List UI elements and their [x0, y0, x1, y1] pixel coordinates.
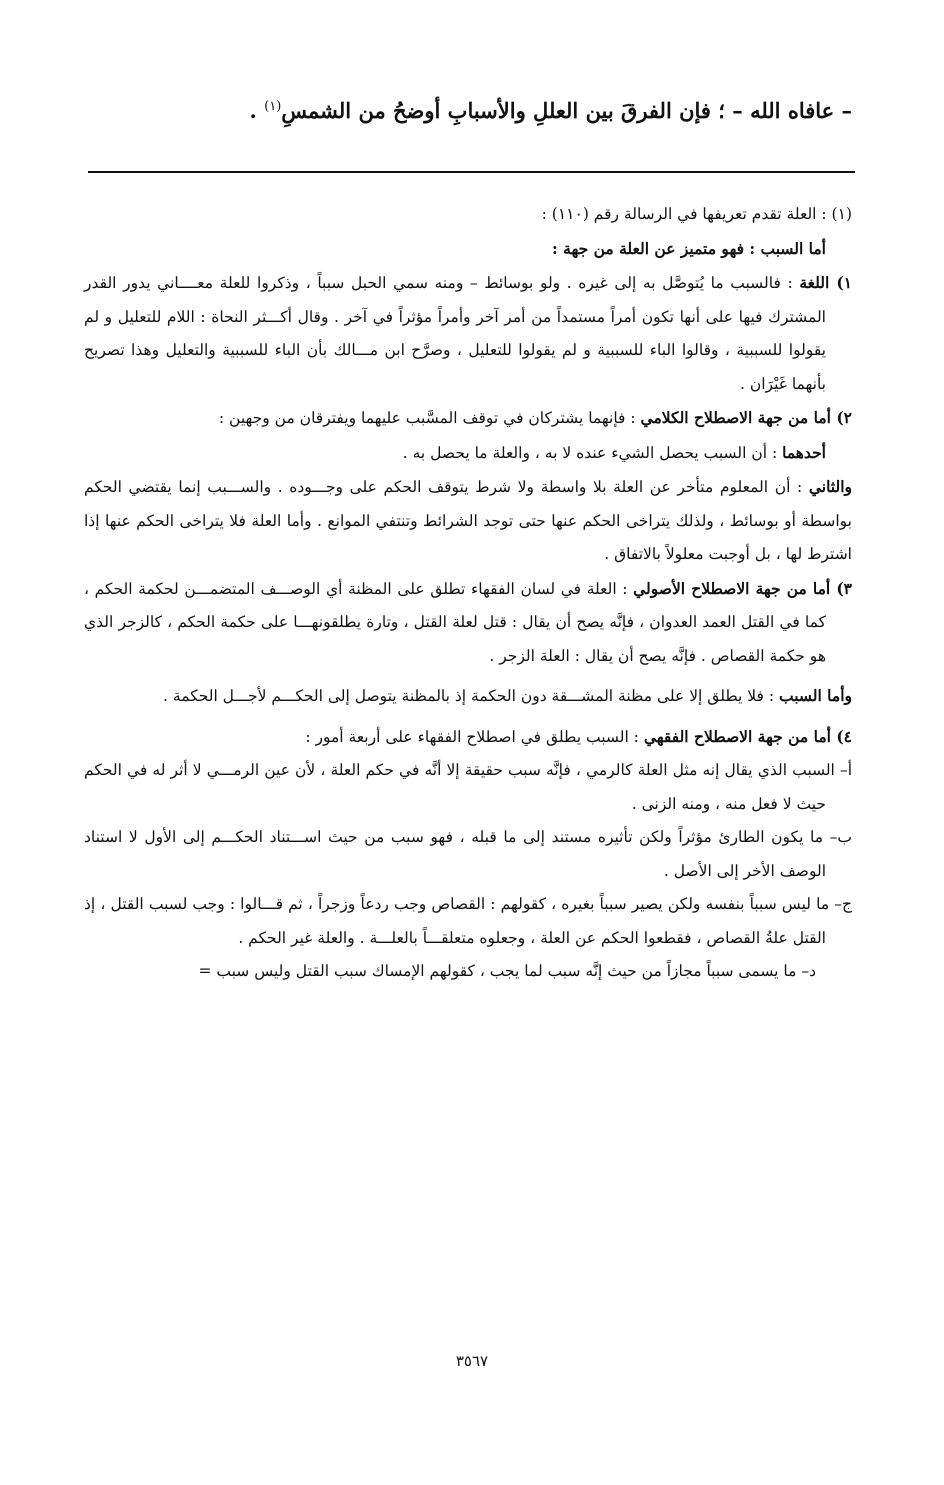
main-text-line	[72, 92, 852, 126]
section-usuli: ٣) أما من جهة الاصطلاح الأصولي : العلة في لسان الفقهاء تطلق على المظنة أي الوصـــف المتضمـــن لحكمة الحكم ، كما في القتل العمد العدوان ، فإنَّه يصح أن يقال : قتل لعلة القتل ، وتارة يطلقونهـــا على حكمة الحكم ، كالزجر الذي هو حكمة القصاص . فإنَّه يصح أن يقال : العلة الزجر .	[84, 578, 852, 665]
main-text: – عافاه الله – ؛ فإن الفرقَ بين العللِ والأسبابِ أوضحُ من الشمسِ	[281, 98, 852, 123]
section-fiqhi: ٤) أما من جهة الاصطلاح الفقهي : السبب يطلق في اصطلاح الفقهاء على أربعة أمور :	[305, 726, 852, 746]
footnote-heading: أما السبب : فهو متميز عن العلة من جهة :	[552, 238, 826, 258]
kalam-second: والثاني : أن المعلوم متأخر عن العلة بلا واسطة ولا شرط يتوقف الحكم على وجـــوده . والســـبب إنما يقتضي الحكم بواسطة أو بوسائط ، ولذلك يتراخى الحكم عنها حتى توجد الشرائط وتنتفي الموانع . وأما العلة فلا يتراخى الحكم عنها إذا اشترط لها ، بل أوجبت معلولاً بالاتفاق .	[84, 477, 852, 563]
kalam-first: أحدهما : أن السبب يحصل الشيء عنده لا به ، والعلة ما يحصل به .	[402, 442, 826, 462]
footnote-intro: (١) : العلة تقدم تعريفها في الرسالة رقم (١١٠) :	[541, 205, 852, 223]
main-text-end: .	[249, 98, 265, 123]
page-number: ٣٥٦٧	[455, 1352, 489, 1370]
footnote-reference: (١)	[264, 99, 282, 114]
list-item-a: أ– السبب الذي يقال إنه مثل العلة كالرمي ، فإنَّه سبب حقيقة إلا أنَّه في حكم العلة ، لأن عين الرمـــي لا أثر له في الحكم حيث لا فعل منه ، ومنه الزنى .	[84, 761, 852, 813]
footnote-block	[84, 198, 852, 989]
list-item-d: د– ما يسمى سبباً مجازاً من حيث إنَّه سبب لما يجب ، كقولهم الإمساك سبب القتل وليس سبب =	[198, 962, 816, 980]
section-kalam: ٢) أما من جهة الاصطلاح الكلامي : فإنهما يشتركان في توقف المسَّبب عليهما ويفترقان من وجهين :	[218, 408, 852, 427]
footnote-separator	[88, 171, 855, 173]
usuli-sabab: وأما السبب : فلا يطلق إلا على مظنة المشـــقة دون الحكمة إذ بالمظنة يتوصل إلى الحكـــم لأجـــل الحكمة .	[163, 686, 852, 705]
list-item-b: ب– ما يكون الطارئ مؤثراً ولكن تأثيره مستند إلى ما قبله ، فهو سبب من حيث اســـتناد الحكـــم إلى الأول لا استناد الوصف الأخر إلى الأصل .	[84, 828, 852, 880]
list-item-c: ج– ما ليس سبباً بنفسه ولكن يصير سبباً بغيره ، كقولهم : القصاص وجب ردعاً وزجراً ، ثم قـــالوا : وجب لسبب القتل ، إذ القتل علةُ القصاص ، فقطعوا الحكم عن العلة ، وجعلوه متعلقـــاً بالعلـــة . والعلة غير الحكم .	[84, 895, 852, 947]
section-language: ١) اللغة : فالسبب ما يُتوصَّل به إلى غيره . ولو بوسائط – ومنه سمي الحبل سبباً ، وذكروا للعلة معــــاني يدور القدر المشترك فيها على أنها تكون أمراً مستمداً من أمر آخر وأمراً مؤثراً في آخر . وقال أكـــثر النحاة : اللام للتعليل و لم يقولوا للسببية ، وقالوا الباء للسببية و لم يقولوا للتعليل ، وصرَّح ابن مـــالك بأن الباء للسببية والتعليل وهذا تصريح بأنهما غَيْرَان .	[84, 273, 852, 393]
